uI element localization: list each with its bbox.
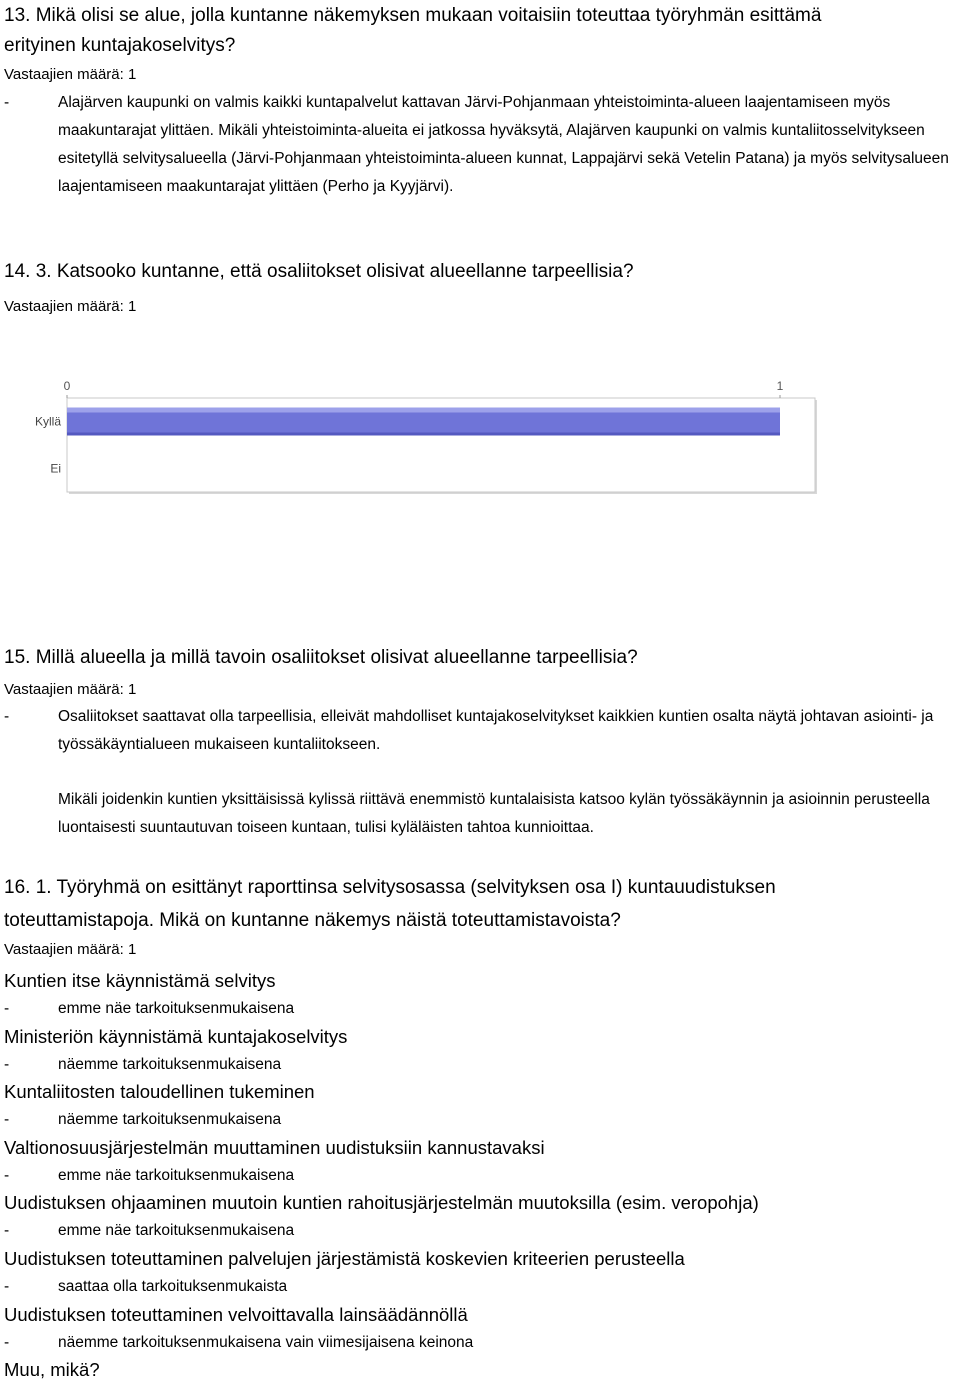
q16-item-answer: näemme tarkoituksenmukaisena xyxy=(58,1111,282,1129)
q16-item-dash: - xyxy=(4,1333,10,1351)
q15-answer-2: Mikäli joidenkin kuntien yksittäisissä kylissä riittävä enemmistö kuntalaisista katsoo kylän työssäkäynnin ja asioinnin perusteella luontaisesti suuntautuvan toiseen kuntaan, tulisi kyläläisten tahtoa kunnioittaa. xyxy=(58,791,930,836)
q16-item-heading: Ministeriön käynnistämä kuntajakoselvitys xyxy=(4,1025,348,1047)
q16-item-answer: emme näe tarkoituksenmukaisena xyxy=(58,1222,295,1240)
q16-item-answer: emme näe tarkoituksenmukaisena xyxy=(58,1000,295,1017)
q16-item-dash: - xyxy=(4,1055,10,1073)
q16-item-dash: - xyxy=(4,1000,10,1017)
q16-item-heading: Uudistuksen toteuttaminen velvoittavalla lainsäädännöllä xyxy=(4,1303,468,1325)
q16-title-line1: 16. 1. Työryhmä on esittänyt raporttinsa selvitysosassa (selvityksen osa I) kuntauudistuksen xyxy=(4,877,776,898)
category-label: Kyllä xyxy=(34,414,61,429)
q16-item-answer: saattaa olla tarkoituksenmukaista xyxy=(58,1278,288,1295)
q16-respondents: Vastaajien määrä: 1 xyxy=(4,941,137,958)
q16-title-line2: toteuttamistapoja. Mikä on kuntanne näkemys näistä toteuttamistavoista? xyxy=(4,910,621,931)
q15-respondents: Vastaajien määrä: 1 xyxy=(4,681,137,698)
x-tick-label: 1 xyxy=(776,379,784,393)
q13-respondents: Vastaajien määrä: 1 xyxy=(4,66,137,83)
q16-item-dash: - xyxy=(4,1222,10,1240)
q16-item-heading: Muu, mikä? xyxy=(4,1359,100,1381)
q13-title-line2: erityinen kuntajakoselvitys? xyxy=(4,35,236,56)
category-label: Ei xyxy=(50,461,61,476)
q16-item-heading: Kuntien itse käynnistämä selvitys xyxy=(4,970,276,991)
q13-dash: - xyxy=(4,94,10,111)
q16-item-dash: - xyxy=(4,1111,10,1129)
q13-title-line1: 13. Mikä olisi se alue, jolla kuntanne näkemyksen mukaan voitaisiin toteuttaa työryhmän esittämä xyxy=(4,5,822,26)
x-tick-label: 0 xyxy=(63,379,71,393)
q16-item-answer: näemme tarkoituksenmukaisena xyxy=(58,1055,282,1073)
q16-item-answer: näemme tarkoituksenmukaisena vain viimesijaisena keinona xyxy=(58,1333,474,1351)
q15-title: 15. Millä alueella ja millä tavoin osaliitokset olisivat alueellanne tarpeellisia? xyxy=(4,647,638,668)
q15-answer-1: Osaliitokset saattavat olla tarpeellisia, elleivät mahdolliset kuntajakoselvitykset kaikkien kuntien osalta näytä johtavan asiointi- ja työssäkäyntialueen mukaiseen kuntaliitokseen. xyxy=(58,708,934,753)
bar-shade xyxy=(67,433,780,436)
q14-title: 14. 3. Katsooko kuntanne, että osaliitokset olisivat alueellanne tarpeellisia? xyxy=(4,261,634,282)
q16-item-dash: - xyxy=(4,1278,10,1295)
q14-bar-chart xyxy=(0,370,960,510)
q13-answer: Alajärven kaupunki on valmis kaikki kuntapalvelut kattavan Järvi-Pohjanmaan yhteistoiminta-alueen laajentamiseen myös maakuntarajat ylittäen. Mikäli yhteistoiminta-alueita ei jatkossa hyväksytä, Alajärven kaupunki on valmis kuntaliitosselvitykseen esitetyllä selvitysalueella (Järvi-Pohjanmaan yhteistoiminta-alueen kunnat, Lappajärvi sekä Vetelin Patana) ja myös selvitysalueen laajentamiseen maakuntarajat ylittäen (Perho ja Kyyjärvi). xyxy=(58,94,949,195)
bar-highlight xyxy=(67,408,780,413)
q16-item-answer: emme näe tarkoituksenmukaisena xyxy=(58,1166,295,1184)
q16-item-heading: Kuntaliitosten taloudellinen tukeminen xyxy=(4,1081,315,1103)
q16-item-heading: Valtionosuusjärjestelmän muuttaminen uudistuksiin kannustavaksi xyxy=(4,1136,545,1158)
q14-respondents: Vastaajien määrä: 1 xyxy=(4,298,137,315)
q16-item-heading: Uudistuksen ohjaaminen muutoin kuntien rahoitusjärjestelmän muutoksilla (esim. veropohja) xyxy=(4,1192,759,1214)
q15-dash: - xyxy=(4,708,10,725)
q16-item-heading: Uudistuksen toteuttaminen palvelujen järjestämistä koskevien kriteerien perusteella xyxy=(4,1248,685,1269)
q16-item-dash: - xyxy=(4,1166,10,1184)
